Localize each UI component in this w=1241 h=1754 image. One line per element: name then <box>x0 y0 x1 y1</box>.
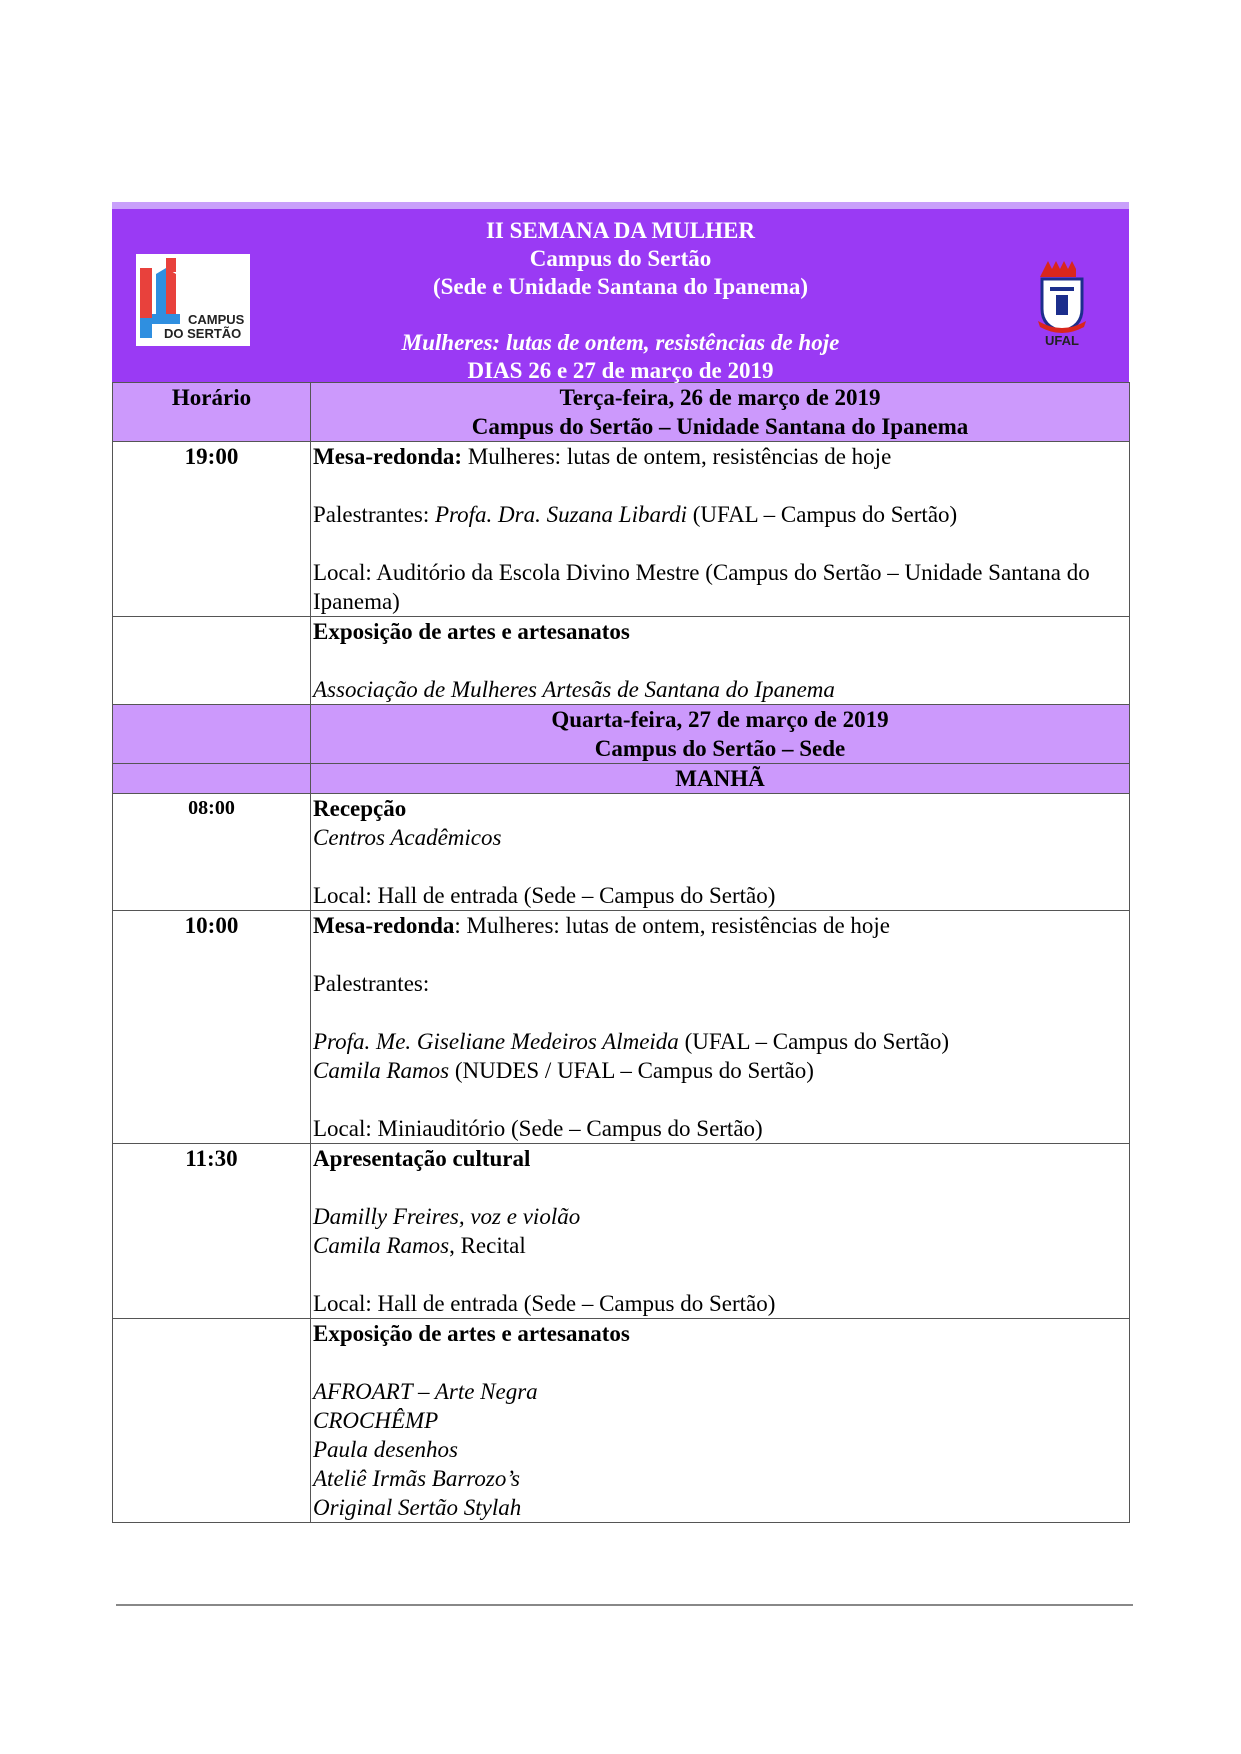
activity-title-rest: Mulheres: lutas de ontem, resistências de hoje <box>462 444 892 469</box>
activity-location: Local: Auditório da Escola Divino Mestre (Campus do Sertão – Unidade Santana do Ipanema) <box>313 560 1090 614</box>
activity-title: Mesa-redonda: <box>313 444 463 469</box>
header-text <box>112 217 1129 385</box>
day1-date: Terça-feira, 26 de março de 2019 <box>559 385 881 410</box>
exhibitor-name: AFROART – Arte Negra <box>313 1379 538 1404</box>
activity-title: Apresentação cultural <box>313 1146 531 1171</box>
performer-name: Camila Ramos <box>313 1233 450 1258</box>
activity-title: Exposição de artes e artesanatos <box>313 619 630 644</box>
event-motto: Mulheres: lutas de ontem, resistências de hoje <box>401 330 840 355</box>
performer: Damilly Freires, voz e violão <box>313 1204 581 1229</box>
event-title: II SEMANA DA MULHER <box>485 218 755 243</box>
activity-subtitle: Centros Acadêmicos <box>313 825 502 850</box>
speaker-affiliation: (NUDES / UFAL – Campus do Sertão) <box>449 1058 814 1083</box>
exhibitor-name: Associação de Mulheres Artesãs de Santana do Ipanema <box>313 677 835 702</box>
time-cell: 19:00 <box>113 442 311 617</box>
campus-name: Campus do Sertão <box>529 246 712 271</box>
speaker-name: Camila Ramos <box>313 1058 450 1083</box>
exhibitor-name: CROCHÊMP <box>313 1408 439 1433</box>
empty-header-cell <box>113 705 311 764</box>
footer-divider <box>116 1604 1133 1606</box>
table-row <box>113 911 1130 1144</box>
svg-text:UFAL: UFAL <box>1045 333 1079 348</box>
time-cell <box>113 617 311 705</box>
header-banner <box>112 202 1129 382</box>
svg-text:CAMPUS: CAMPUS <box>188 312 245 327</box>
column-header-horario: Horário <box>113 383 311 442</box>
ufal-logo <box>1032 259 1092 349</box>
period-row <box>113 764 1130 794</box>
time-cell: 11:30 <box>113 1144 311 1319</box>
period-label: MANHÃ <box>311 764 1130 794</box>
speakers-label: Palestrantes: <box>313 971 430 996</box>
exhibitor-name: Original Sertão Stylah <box>313 1495 522 1520</box>
table-row <box>113 617 1130 705</box>
day2-header <box>311 705 1130 764</box>
time-cell: 08:00 <box>113 794 311 911</box>
time-cell: 10:00 <box>113 911 311 1144</box>
table-row <box>113 1319 1130 1523</box>
activity-cell <box>311 794 1130 911</box>
performer-detail: , Recital <box>449 1233 526 1258</box>
speaker-name: Profa. Dra. Suzana Libardi <box>435 502 687 527</box>
activity-cell <box>311 442 1130 617</box>
table-row <box>113 442 1130 617</box>
activity-location: Local: Hall de entrada (Sede – Campus do Sertão) <box>313 883 776 908</box>
event-dates: DIAS 26 e 27 de março de 2019 <box>467 358 774 383</box>
speakers-label: Palestrantes: <box>313 502 435 527</box>
time-cell <box>113 1319 311 1523</box>
activity-cell <box>311 1144 1130 1319</box>
table-row <box>113 1144 1130 1319</box>
schedule-sheet <box>112 202 1129 1523</box>
empty-period-cell <box>113 764 311 794</box>
speaker-name: Profa. Me. Giseliane Medeiros Almeida <box>313 1029 679 1054</box>
day1-header <box>311 383 1130 442</box>
speaker-affiliation: (UFAL – Campus do Sertão) <box>686 502 958 527</box>
exhibitor-name: Ateliê Irmãs Barrozo’s <box>313 1466 520 1491</box>
schedule-table <box>112 382 1130 1523</box>
day2-header-row <box>113 705 1130 764</box>
activity-location: Local: Hall de entrada (Sede – Campus do Sertão) <box>313 1291 776 1316</box>
activity-location: Local: Miniauditório (Sede – Campus do Sertão) <box>313 1116 763 1141</box>
day2-place: Campus do Sertão – Sede <box>594 736 846 761</box>
activity-title-rest: : Mulheres: lutas de ontem, resistências de hoje <box>454 913 891 938</box>
exhibitor-name: Paula desenhos <box>313 1437 459 1462</box>
activity-title: Mesa-redonda <box>313 913 455 938</box>
activity-cell <box>311 911 1130 1144</box>
activity-cell <box>311 617 1130 705</box>
day1-place: Campus do Sertão – Unidade Santana do Ipanema <box>471 414 969 439</box>
speaker-affiliation: (UFAL – Campus do Sertão) <box>678 1029 950 1054</box>
day2-date: Quarta-feira, 27 de março de 2019 <box>551 707 889 732</box>
activity-title: Exposição de artes e artesanatos <box>313 1321 630 1346</box>
activity-title: Recepção <box>313 796 407 821</box>
day1-header-row <box>113 383 1130 442</box>
table-row <box>113 794 1130 911</box>
campus-units: (Sede e Unidade Santana do Ipanema) <box>432 274 809 299</box>
svg-text:DO SERTÃO: DO SERTÃO <box>164 326 242 341</box>
activity-cell <box>311 1319 1130 1523</box>
